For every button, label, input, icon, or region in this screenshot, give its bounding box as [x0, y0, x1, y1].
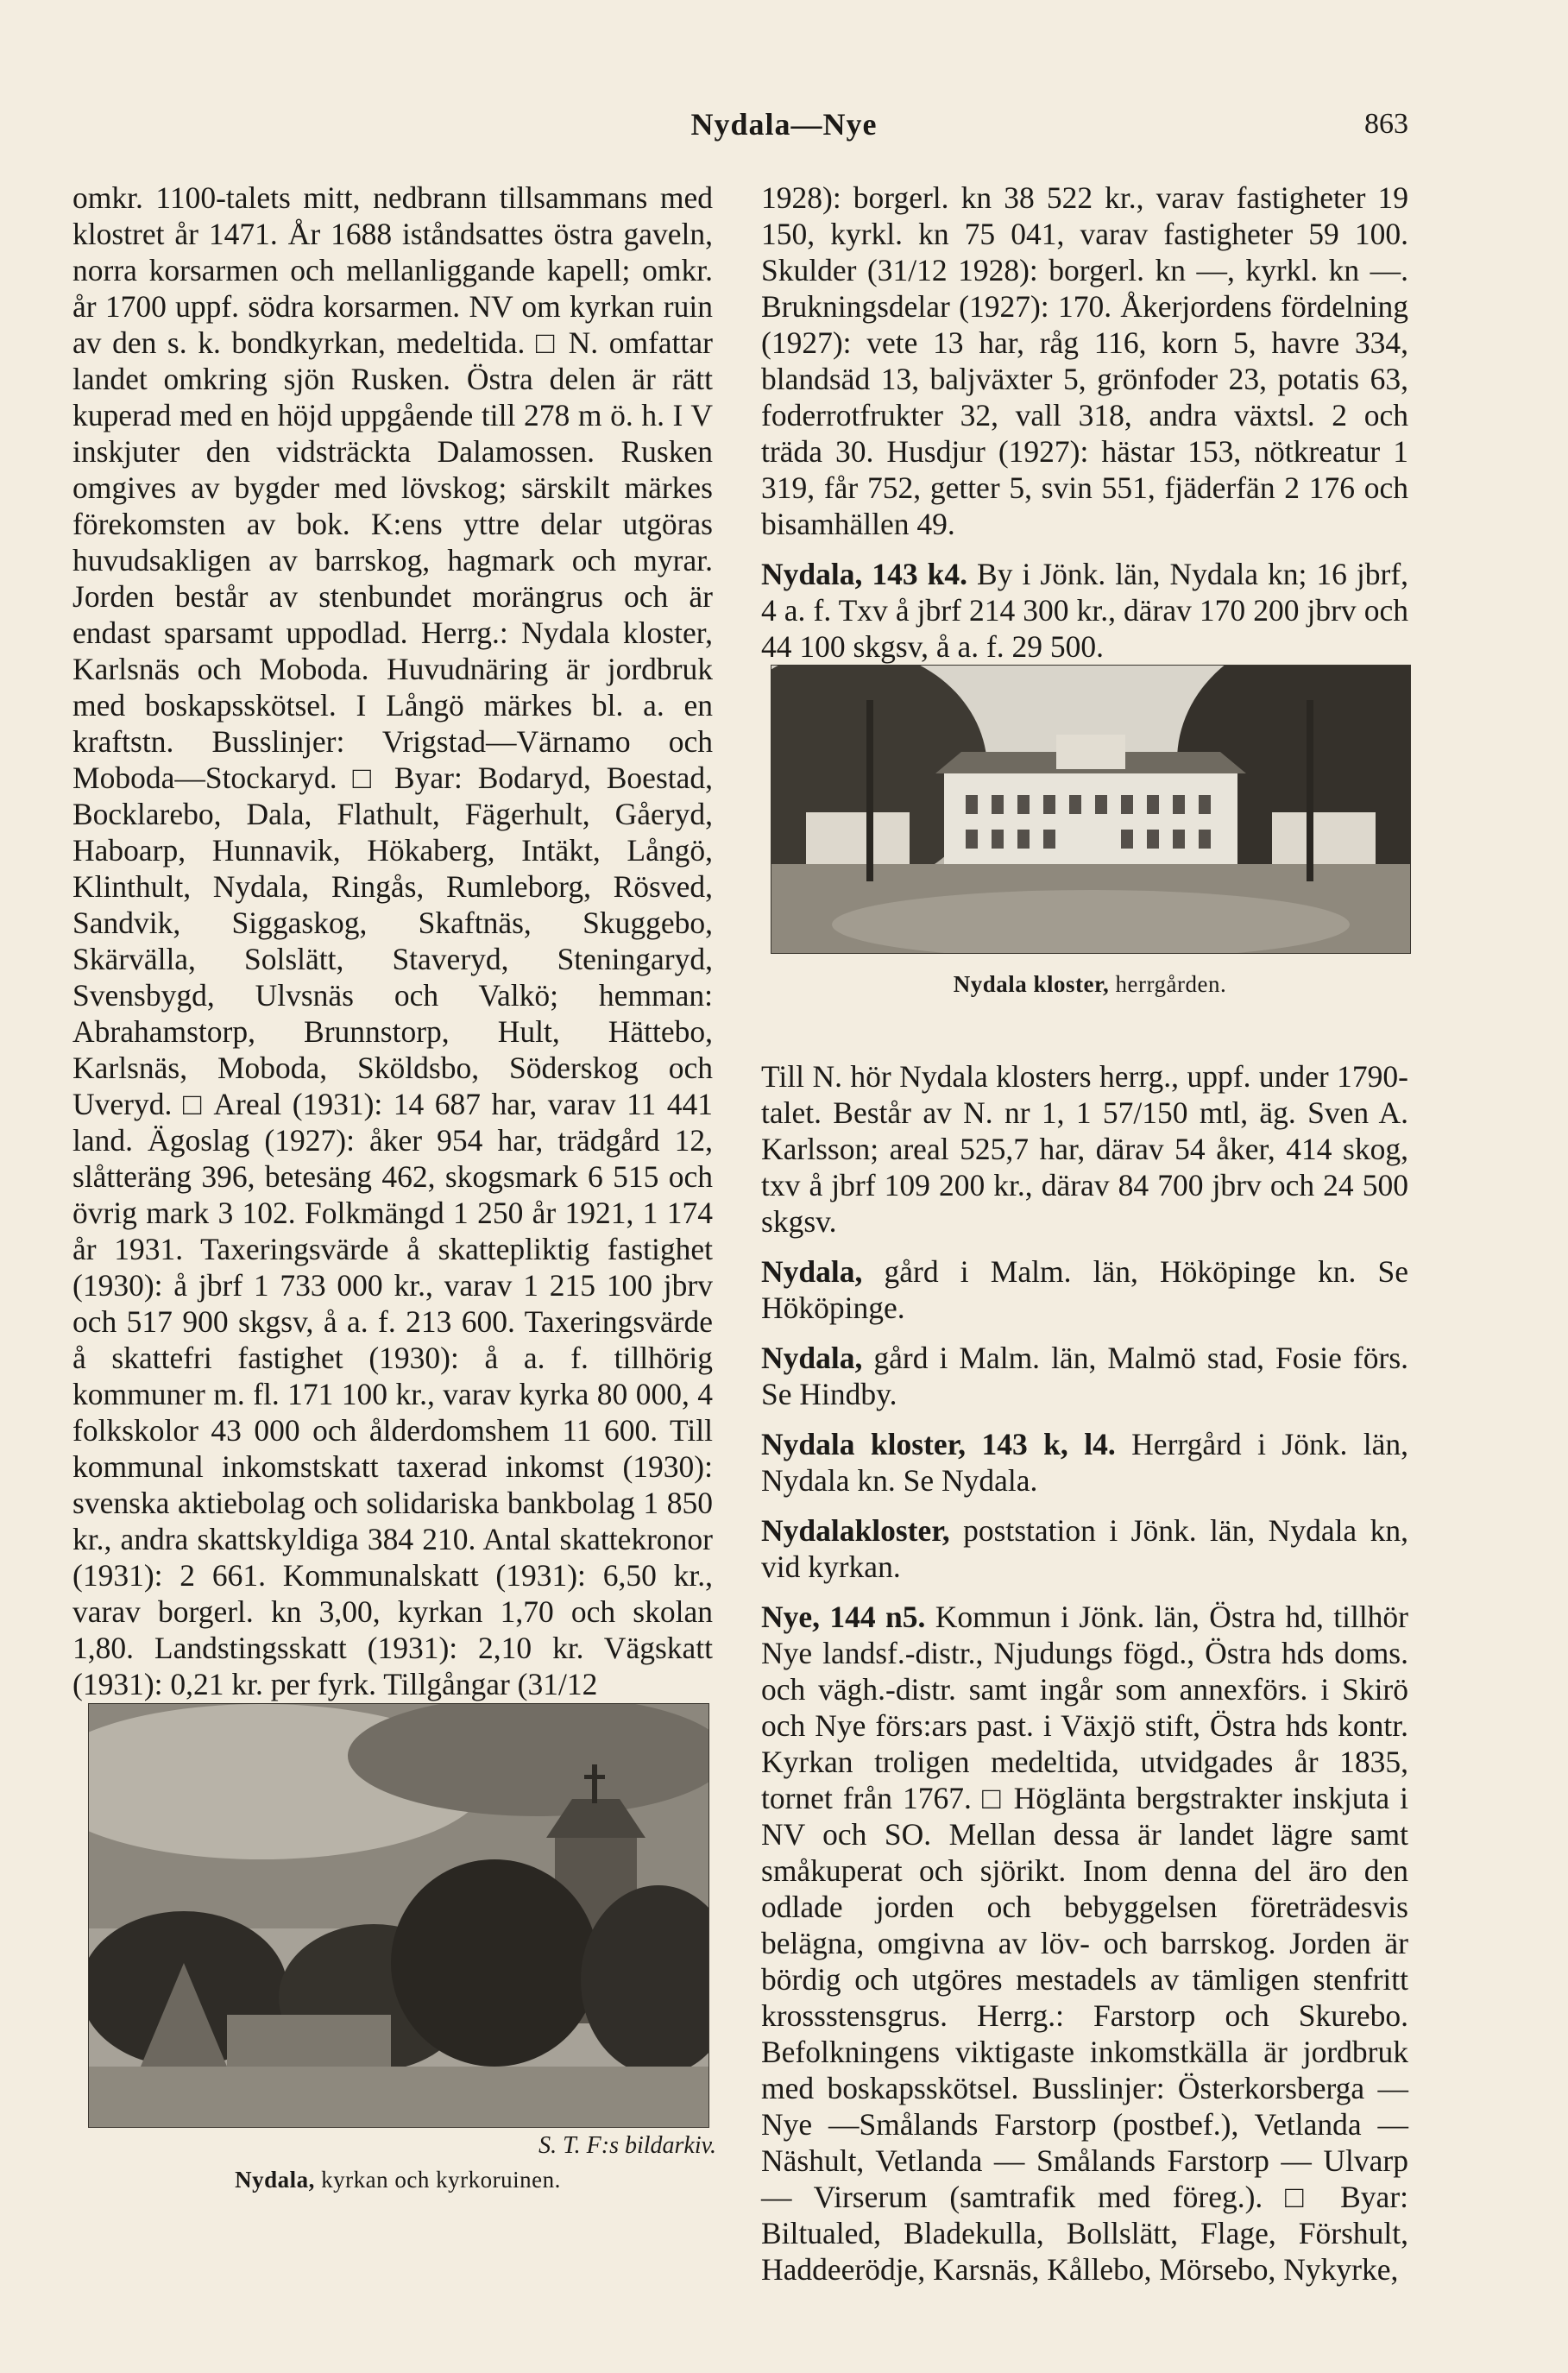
entry-nydala-fosie [761, 1340, 1408, 1412]
caption-text: herrgården. [1115, 971, 1227, 997]
page-number: 863 [1364, 108, 1408, 140]
entry-nydala-hokopinge [761, 1253, 1408, 1326]
manor-caption [771, 971, 1409, 998]
entry-text: By i Jönk. län, Nydala kn; 16 jbrf, 4 a. f. Txv å jbrf 214 300 kr., därav 170 200 jbrv och 44 100 skgsv, å a. f. 29 500. [761, 557, 1409, 664]
manor-photo [771, 665, 1411, 954]
entry-head: Nydala, [761, 1341, 863, 1375]
caption-text: kyrkan och kyrkoruinen. [321, 2167, 561, 2193]
entry-head: Nye, [761, 1600, 821, 1634]
entry-text: gård i Malm. län, Hököpinge kn. Se Hököpinge. [761, 1254, 1409, 1325]
page-header [0, 99, 1568, 151]
church-photo [88, 1703, 709, 2128]
entry-text: poststation i Jönk. län, Nydala kn, vid kyrkan. [761, 1513, 1408, 1584]
church-caption [88, 2167, 708, 2193]
entry-map-ref: 143 k4. [872, 557, 968, 591]
right-column [761, 180, 1408, 2288]
entry-text: Till N. hör Nydala klosters herrg., uppf. under 1790-talet. Består av N. nr 1, 1 57/150 mtl, äg. Sven A. Karlsson; areal 525,7 har, därav 54 åker, 414 skog, txv å jbrf 109 200 kr., därav 84 700 jbrv och 24 500 skgsv. [761, 1059, 1408, 1239]
running-head: Nydala—Nye [690, 107, 878, 142]
entry-text: Herrgård i Jönk. län, Nydala kn. Se Nydala. [761, 1427, 1409, 1498]
entry-nydala-kloster [761, 1426, 1408, 1499]
entry-nydalakloster [761, 1512, 1408, 1585]
entry-text: Kommun i Jönk. län, Östra hd, tillhör Nye landsf.-distr., Njudungs fögd., Östra hds doms. och vägh.-distr. samt ingår som annexförs. i Skirö och Nye förs:ars past. i Växjö stift, Östra hds kontr. Kyrkan troligen medeltida, utvidgades år 1835, tornet från 1767. □ Höglänta bergstrakter inskjuta i NV och SO. Mellan dessa är landet lägre samt småkuperat och sjörikt. Inom denna del äro den odlade jorden och bebyggelsen företrädesvis belägna, omgivna av löv- och barrskog. Jorden är bördig och utgöres mestadels av tämligen stenfritt krossstensgrus. Herrg.: Farstorp och Skurebo. Befolkningens viktigaste inkomstkälla är jordbruk med boskapsskötsel. Busslinjer: Österkorsberga — Nye —Smålands Farstorp (postbef.), Vetlanda — Näshult, Vetlanda — Smålands Farstorp — Ulvarp — Virserum (samtrafik med föreg.). □ Byar: Biltualed, Bladekulla, Bollslätt, Flage, Förshult, Haddeerödje, Karsnäs, Kållebo, Mörsebo, Nykyrke, [761, 1600, 1409, 2287]
caption-bold: Nydala, [235, 2167, 315, 2193]
entry-head: Nydala, [761, 557, 863, 591]
entry-map-ref: 143 k, l4. [981, 1427, 1116, 1461]
entry-head: Nydala kloster, [761, 1427, 967, 1461]
manor-photo-image [771, 666, 1410, 953]
entry-map-ref: 144 n5. [829, 1600, 926, 1634]
entry-nye [761, 1599, 1408, 2288]
right-column-continuation: 1928): borgerl. kn 38 522 kr., varav fastigheter 19 150, kyrkl. kn 75 041, varav fastigheter 59 100. Skulder (31/12 1928): borgerl. kn —, kyrkl. kn —. Brukningsdelar (1927): 170. Åkerjordens fördelning (1927): vete 13 har, råg 116, korn 5, havre 334, blandsäd 13, baljväxter 5, grönfoder 23, potatis 63, foderrotfrukter 32, vall 318, andra växtsl. 2 och träda 30. Husdjur (1927): hästar 153, nötkreatur 1 319, får 752, getter 5, svin 551, fjäderfän 2 176 och bisamhällen 49. [761, 180, 1408, 541]
church-photo-image [89, 1704, 708, 2127]
entry-head: Nydalakloster, [761, 1513, 950, 1548]
left-column-text: omkr. 1100-talets mitt, nedbrann tillsammans med klostret år 1471. År 1688 iståndsattes östra gaveln, norra korsarmen och mellanliggande kapell; omkr. år 1700 uppf. södra korsarmen. NV om kyrkan ruin av den s. k. bondkyrkan, medeltida. □ N. omfattar landet omkring sjön Rusken. Östra delen är rätt kuperad med en höjd uppgående till 278 m ö. h. I V inskjuter den vidsträckta Dalamossen. Rusken omgives av bygder med lövskog; särskilt märkes förekomsten av bok. K:ens yttre delar utgöras huvudsakligen av barrskog, hagmark och myrar. Jorden består av stenbundet morängrus och är endast sparsamt uppodlad. Herrg.: Nydala kloster, Karlsnäs och Moboda. Huvudnäring är jordbruk med boskapsskötsel. I Långö märkes bl. a. en kraftstn. Busslinjer: Vrigstad—Värnamo och Moboda—Stockaryd. □ Byar: Bodaryd, Boestad, Bocklarebo, Dala, Flathult, Fägerhult, Gåeryd, Haboarp, Hunnavik, Hökaberg, Intäkt, Långö, Klinthult, Nydala, Ringås, Rumleborg, Rösved, Sandvik, Siggaskog, Skaftnäs, Skuggebo, Skärvälla, Solslätt, Staveryd, Steningaryd, Svensbygd, Ulvsnäs och Valkö; hemman: Abrahamstorp, Brunnstorp, Hult, Hättebo, Karlsnäs, Moboda, Sköldsbo, Söderskog och Uveryd. □ Areal (1931): 14 687 har, varav 11 441 land. Ägoslag (1927): åker 954 har, trädgård 12, slåtteräng 396, betesäng 462, skogsmark 6 515 och övrig mark 3 102. Folkmängd 1 250 år 1921, 1 174 år 1931. Taxeringsvärde å skattepliktig fastighet (1930): å jbrf 1 733 000 kr., varav 1 215 100 jbrv och 517 900 skgsv, å a. f. 213 600. Taxeringsvärde å skattefri fastighet (1930): å a. f. tillhörig kommuner m. fl. 171 100 kr., varav kyrka 80 000, 4 folkskolor 43 000 och ålderdomshem 11 600. Till kommunal inkomstskatt taxerad inkomst (1930): svenska aktiebolag och solidariska bankbolag 1 850 kr., andra skattskyldiga 384 210. Antal skattekronor (1931): 2 661. Kommunalskatt (1931): 6,50 kr., varav borgerl. kn 3,00, kyrkan 1,70 och skolan 1,80. Landstingsskatt (1931): 2,10 kr. Vägskatt (1931): 0,21 kr. per fyrk. Tillgångar (31/12 [72, 180, 713, 1701]
left-column [72, 180, 713, 1702]
photo-credit: S. T. F:s bildarkiv. [538, 2132, 716, 2159]
entry-text: gård i Malm. län, Malmö stad, Fosie förs. Se Hindby. [761, 1341, 1409, 1411]
entry-till-n [761, 1058, 1408, 1240]
caption-bold: Nydala kloster, [953, 971, 1110, 997]
entry-nydala-by [761, 556, 1408, 665]
entry-head: Nydala, [761, 1254, 863, 1289]
